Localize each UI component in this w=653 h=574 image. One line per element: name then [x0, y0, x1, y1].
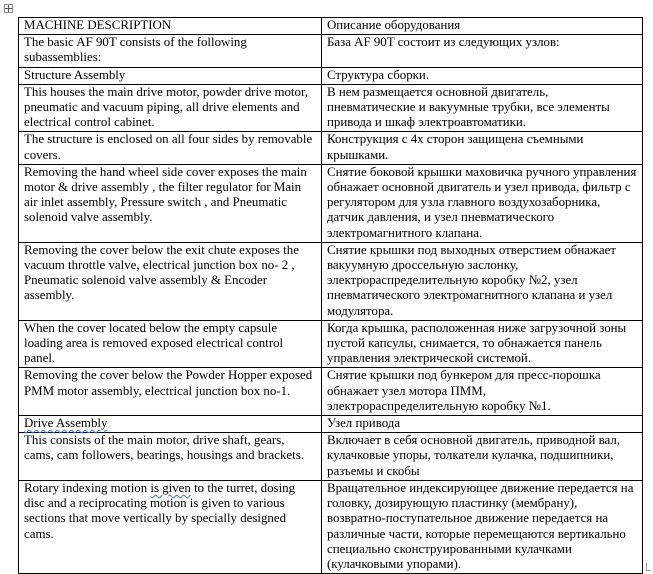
table-row: [19, 67, 643, 84]
text-run: to the turret, dosing disc and a reciprocating motion is given to various sections that move vertically by specially designed cams.: [24, 480, 296, 541]
table-row: [19, 132, 643, 164]
english-cell: [19, 416, 322, 433]
english-cell: The basic AF 90T consists of the following subassemblies:: [19, 35, 322, 67]
russian-cell: Структура сборки.: [322, 67, 643, 84]
grammar-flag[interactable]: is given: [150, 480, 191, 495]
english-cell: When the cover located below the empty capsule loading area is removed exposed electrical control panel.: [19, 320, 322, 368]
english-cell: Removing the cover below the Powder Hopper exposed PMM motor assembly, electrical junction box no-1.: [19, 368, 322, 416]
english-cell: Structure Assembly: [19, 67, 322, 84]
english-cell: The structure is enclosed on all four sides by removable covers.: [19, 132, 322, 164]
table-row: [19, 416, 643, 433]
table-row: [19, 480, 643, 573]
russian-cell: Снятие крышки под бункером для пресс-порошка обнажает узел мотора ПММ, электрораспределительную коробку №1.: [322, 368, 643, 416]
russian-cell: Конструкция с 4х сторон защищена съемными крышками.: [322, 132, 643, 164]
table-row: [19, 242, 643, 320]
russian-cell: База AF 90T состоит из следующих узлов:: [322, 35, 643, 67]
russian-cell: Снятие крышки под выходных отверстием обнажает вакуумную дроссельную заслонку, электрораспределительную коробку №2, узел пневматического электромагнитного клапана и узел модулятора.: [322, 242, 643, 320]
table-row: [19, 433, 643, 481]
russian-cell: В нем размещается основной двигатель, пневматические и вакуумные трубки, все элементы привода и шкаф электроавтоматики.: [322, 84, 643, 132]
table-row: [19, 368, 643, 416]
table-move-handle-icon[interactable]: [4, 4, 13, 13]
table-header-row: [19, 18, 643, 35]
description-table: [18, 17, 643, 574]
english-cell: This consists of the main motor, drive shaft, gears, cams, cam followers, bearings, housings and brackets.: [19, 433, 322, 481]
english-cell: [19, 480, 322, 573]
russian-cell: Когда крышка, расположенная ниже загрузочной зоны пустой капсулы, снимается, то обнажается панель управления электрической системой.: [322, 320, 643, 368]
text-run: Rotary indexing motion: [24, 480, 151, 495]
english-cell: Removing the cover below the exit chute exposes the vacuum throttle valve, electrical junction box no- 2 , Pneumatic solenoid valve assembly & Encoder assembly.: [19, 242, 322, 320]
table-row: [19, 164, 643, 242]
russian-cell: Узел привода: [322, 416, 643, 433]
table-row: [19, 84, 643, 132]
english-cell: Removing the hand wheel side cover exposes the main motor & drive assembly , the filter regulator for Main air inlet assembly, Pressure switch , and Pneumatic solenoid valve assembly.: [19, 164, 322, 242]
header-russian-cell: Описание оборудования: [322, 18, 643, 35]
table-end-marker: [646, 563, 651, 571]
russian-cell: Включает в себя основной двигатель, приводной вал, кулачковые упоры, толкатели кулачка, подшипники, разъемы и скобы: [322, 433, 643, 481]
table-row: [19, 35, 643, 67]
table-row: [19, 320, 643, 368]
header-english-cell: MACHINE DESCRIPTION: [19, 18, 322, 35]
russian-cell: Снятие боковой крышки маховичка ручного управления обнажает основной двигатель и узел привода, фильтр с регулятором для узла главного воздухозаборника, датчик давления, и узел пневматического электромагнитного клапана.: [322, 164, 643, 242]
section-heading-drive: Drive Assembly: [24, 416, 108, 431]
russian-cell: Вращательное индексирующее движение передается на головку, дозирующую пластинку (мембрану), возвратно-поступательное движение передается на различные части, которые перемещаются вертикально специально сконструированными кулачками (кулачковыми упорами).: [322, 480, 643, 573]
english-cell: This houses the main drive motor, powder drive motor, pneumatic and vacuum piping, all drive elements and electrical control cabinet.: [19, 84, 322, 132]
